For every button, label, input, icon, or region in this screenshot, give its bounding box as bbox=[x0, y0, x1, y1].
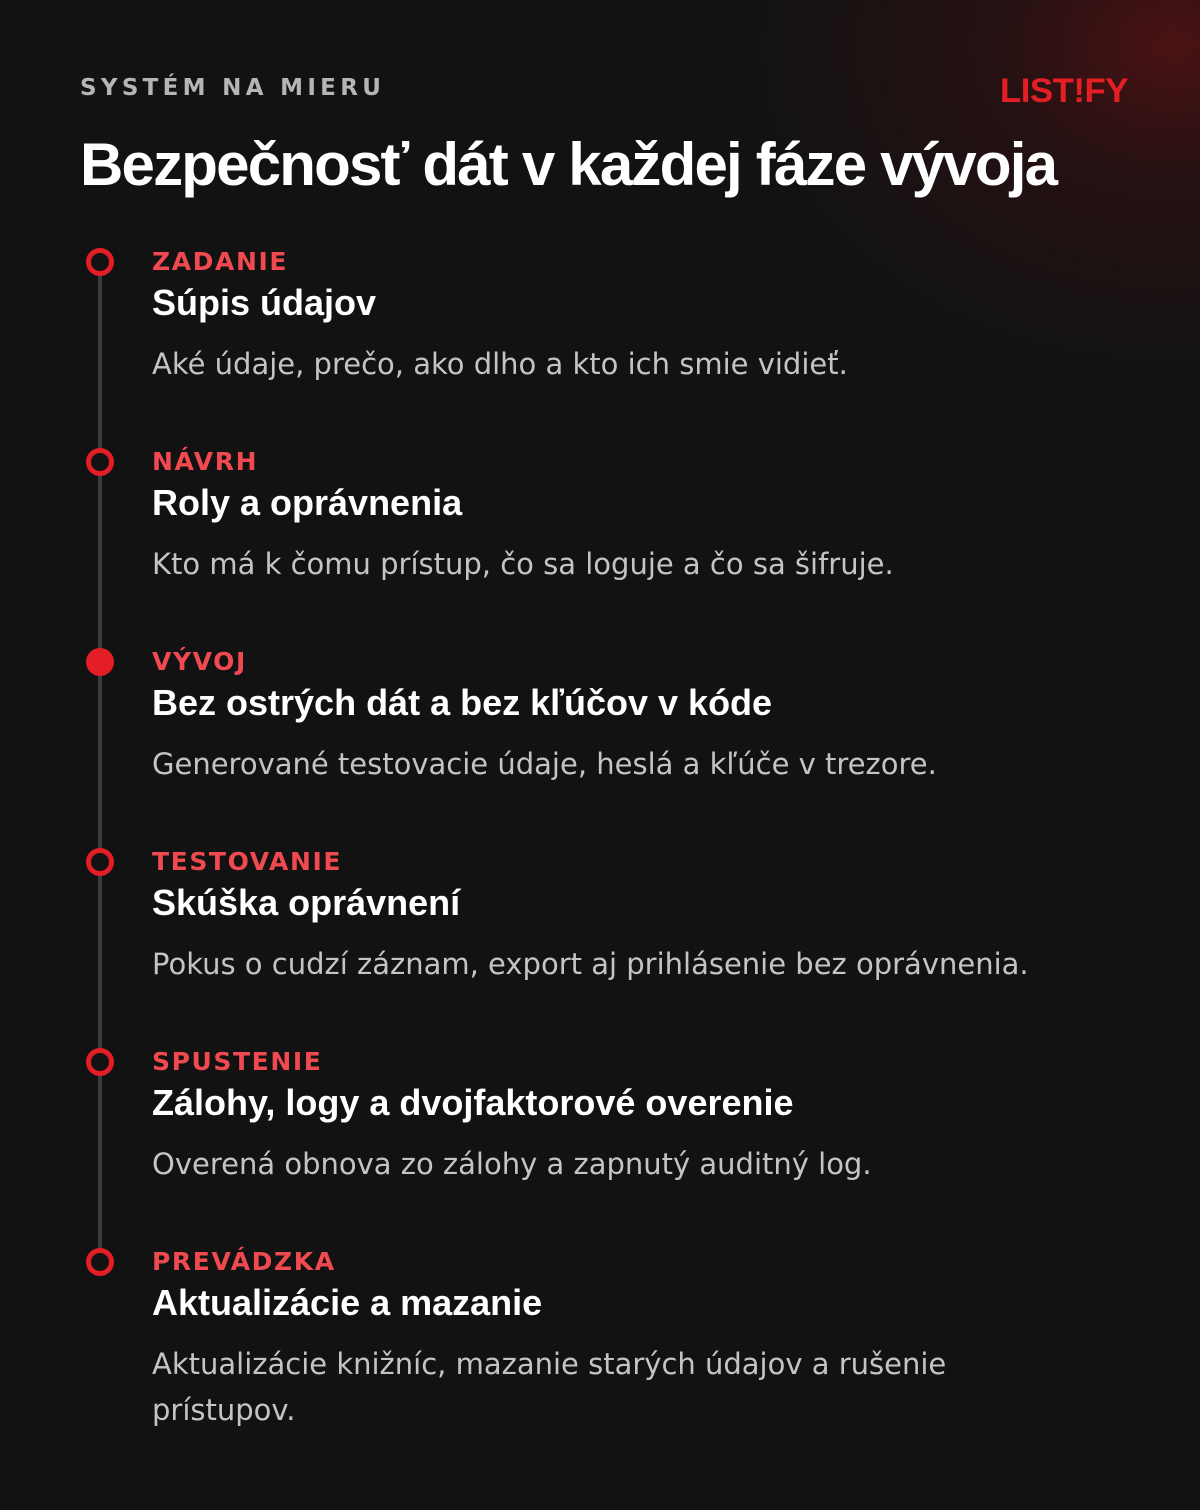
step-marker-ring-icon bbox=[86, 448, 114, 476]
step-title: Zálohy, logy a dvojfaktorové overenie bbox=[152, 1082, 794, 1123]
step-marker-ring-icon bbox=[86, 248, 114, 276]
step-marker-ring-icon bbox=[86, 848, 114, 876]
eyebrow-label: SYSTÉM NA MIERU bbox=[80, 75, 386, 101]
step-title: Roly a oprávnenia bbox=[152, 482, 463, 523]
step-tag: VÝVOJ bbox=[152, 647, 247, 676]
step-description: Generované testovacie údaje, heslá a kľúče v trezore. bbox=[152, 747, 937, 781]
step-description: Kto má k čomu prístup, čo sa loguje a čo sa šifruje. bbox=[152, 547, 894, 581]
step-description: Aké údaje, prečo, ako dlho a kto ich smie vidieť. bbox=[152, 347, 848, 381]
step-title: Aktualizácie a mazanie bbox=[152, 1282, 543, 1323]
step-description: Pokus o cudzí záznam, export aj prihlásenie bez oprávnenia. bbox=[152, 947, 1029, 981]
step-tag: SPUSTENIE bbox=[152, 1047, 323, 1076]
step-description: Aktualizácie knižníc, mazanie starých údajov a rušenie prístupov. bbox=[152, 1347, 947, 1427]
step-marker-filled-icon bbox=[86, 648, 114, 676]
page-title: Bezpečnosť dát v každej fáze vývoja bbox=[80, 131, 1057, 198]
step-description: Overená obnova zo zálohy a zapnutý auditný log. bbox=[152, 1147, 872, 1181]
svg-text:LIST!FY: LIST!FY bbox=[1000, 72, 1129, 110]
step-title: Skúška oprávnení bbox=[152, 882, 461, 923]
step-title: Bez ostrých dát a bez kľúčov v kóde bbox=[152, 682, 773, 723]
step-tag: ZADANIE bbox=[152, 247, 289, 276]
step-tag: PREVÁDZKA bbox=[152, 1247, 336, 1276]
step-tag: TESTOVANIE bbox=[152, 847, 343, 876]
step-title: Súpis údajov bbox=[152, 282, 377, 323]
step-marker-ring-icon bbox=[86, 1048, 114, 1076]
step-tag: NÁVRH bbox=[152, 447, 259, 476]
step-marker-ring-icon bbox=[86, 1248, 114, 1276]
